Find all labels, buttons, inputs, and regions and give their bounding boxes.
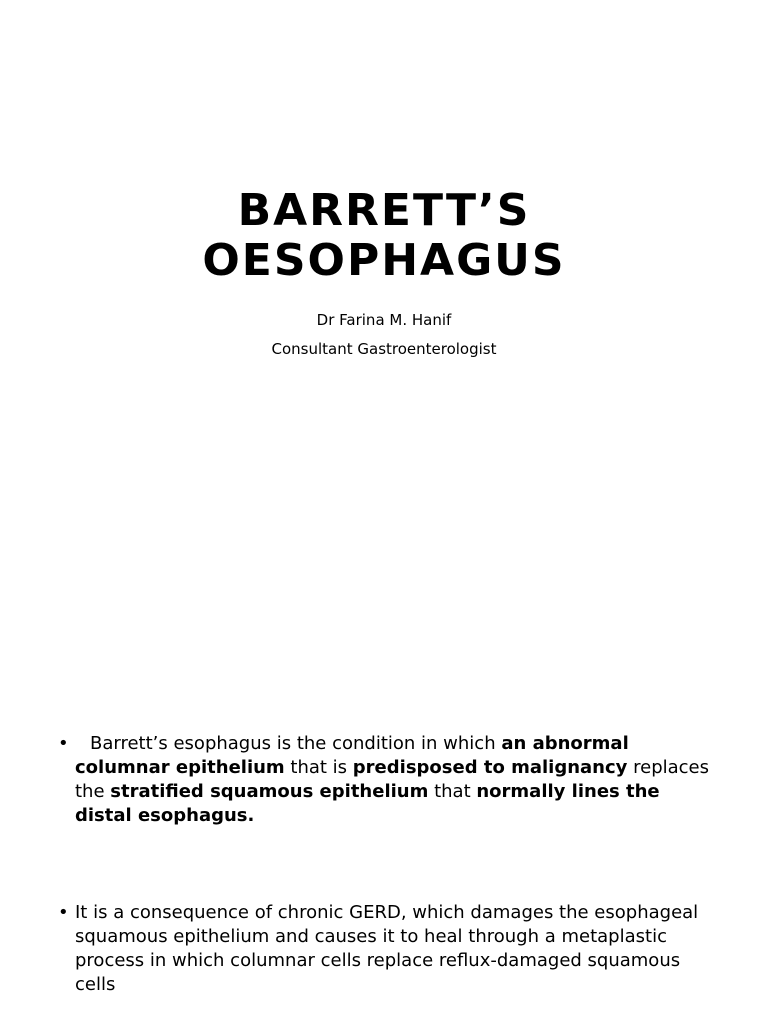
title-line-2: OESOPHAGUS — [202, 235, 566, 286]
author-name: Dr Farina M. Hanif — [316, 311, 452, 329]
definition-text-3: replaces the — [75, 757, 710, 802]
definition-text-4: that — [428, 781, 477, 802]
slide-title — [0, 186, 768, 286]
bullet-item-definition — [58, 732, 718, 828]
definition-text-1: Barrett’s esophagus is the condition in which — [90, 733, 502, 754]
definition-bold-3: stratified squamous epithelium — [110, 781, 429, 802]
definition-bold-1: an abnormal columnar epithelium — [75, 733, 629, 778]
bullet-list — [58, 732, 718, 997]
author-block — [0, 306, 768, 364]
bullet-marker: • — [58, 733, 69, 754]
title-line-1: BARRETT’S — [237, 185, 531, 236]
cause-text: It is a consequence of chronic GERD, which damages the esophageal squamous epithelium and causes it to heal through a metaplastic process in which columnar cells replace reflux-damaged squamous cells — [75, 902, 699, 995]
bullet-marker: • — [58, 902, 69, 923]
definition-bold-2: predisposed to malignancy — [352, 757, 628, 778]
definition-text-2: that is — [284, 757, 353, 778]
definition-bold-4: normally lines the distal esophagus. — [75, 781, 660, 826]
author-role: Consultant Gastroenterologist — [271, 340, 497, 358]
bullet-item-cause — [58, 901, 718, 997]
